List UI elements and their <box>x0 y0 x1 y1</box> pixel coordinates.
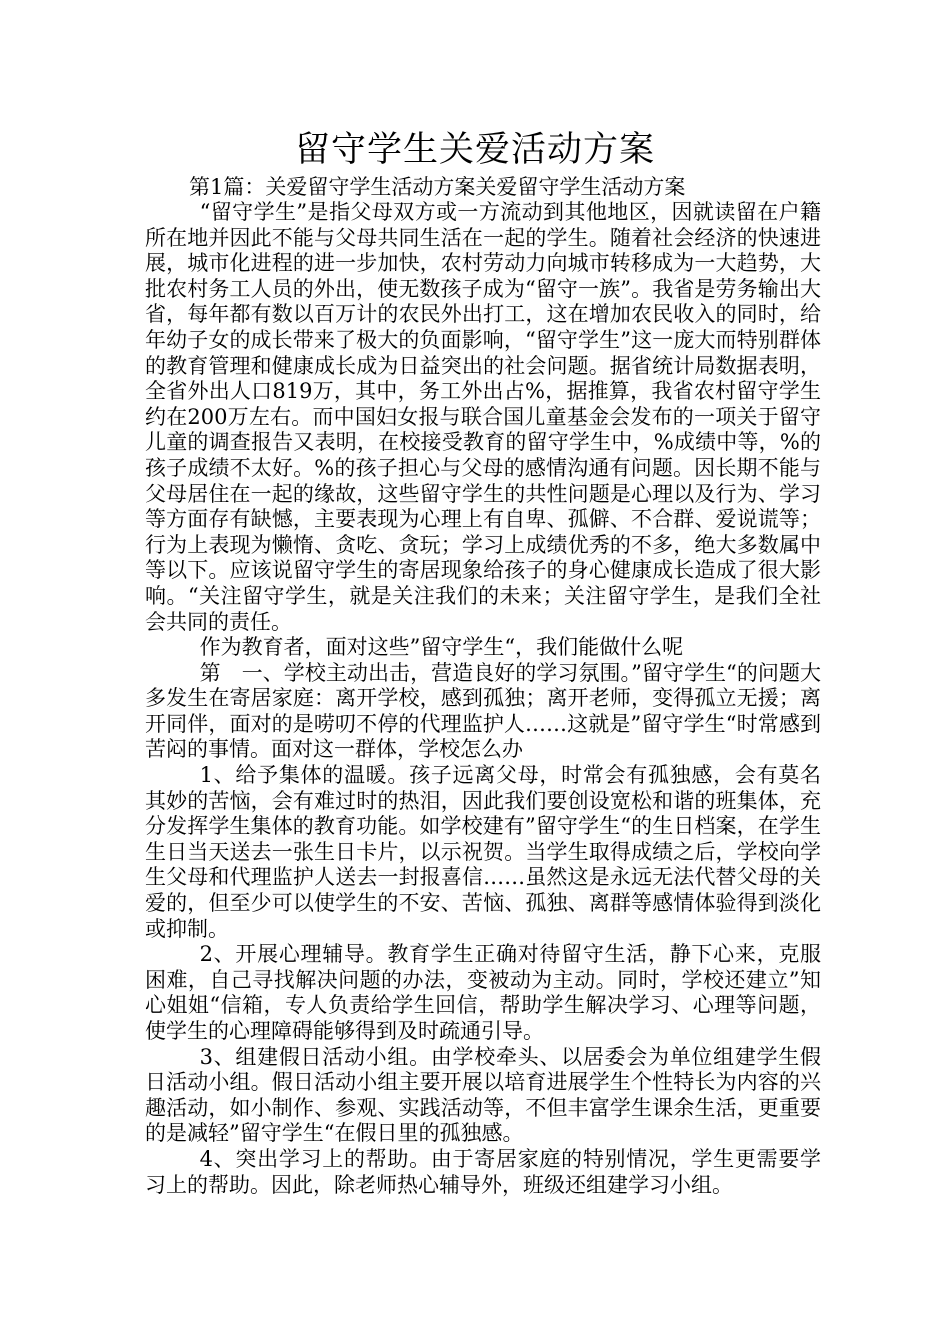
paragraph-item-2: 2、开展心理辅导。教育学生正确对待留守生活，静下心来，克服困难，自己寻找解决问题的办法，变被动为主动。同时，学校还建立”知心姐姐“信箱，专人负责给学生回信，帮助学生解决学习、心理等问题，使学生的心理障碍能够得到及时疏通引导。 <box>145 942 821 1043</box>
document-body <box>145 200 821 1198</box>
paragraph-item-1: 1、给予集体的温暖。孩子远离父母，时常会有孤独感，会有莫名其妙的苦恼，会有难过时的热泪，因此我们要创设宽松和谐的班集体，充分发挥学生集体的教育功能。如学校建有”留守学生“的生日档案，在学生生日当天送去一张生日卡片，以示祝贺。当学生取得成绩之后，学校向学生父母和代理监护人送去一封报喜信……虽然这是永远无法代替父母的关爱的，但至少可以使学生的不安、苦恼、孤独、离群等感情体验得到淡化或抑制。 <box>145 763 821 941</box>
paragraph-item-3: 3、组建假日活动小组。由学校牵头、以居委会为单位组建学生假日活动小组。假日活动小组主要开展以培育进展学生个性特长为内容的兴趣活动，如小制作、参观、实践活动等，不但丰富学生课余生活，更重要的是减轻”留守学生“在假日里的孤独感。 <box>145 1044 821 1146</box>
paragraph-item-4: 4、突出学习上的帮助。由于寄居家庭的特别情况，学生更需要学习上的帮助。因此，除老师热心辅导外，班级还组建学习小组。 <box>145 1146 821 1197</box>
chapter-heading: 第1篇：关爱留守学生活动方案关爱留守学生活动方案 <box>189 175 686 199</box>
paragraph-section-one: 第 一、学校主动出击，营造良好的学习氛围。”留守学生“的问题大多发生在寄居家庭：离开学校，感到孤独；离开老师，变得孤立无援；离开同伴，面对的是唠叨不停的代理监护人……这就是”留守学生“时常感到苦闷的事情。面对这一群体，学校怎么办 <box>145 660 821 762</box>
paragraph-intro: “留守学生”是指父母双方或一方流动到其他地区，因就读留在户籍所在地并因此不能与父母共同生活在一起的学生。随着社会经济的快速进展，城市化进程的进一步加快，农村劳动力向城市转移成为一大趋势，大批农村务工人员的外出，使无数孩子成为“留守一族”。我省是劳务输出大省，每年都有数以百万计的农民外出打工，这在增加农民收入的同时，给年幼子女的成长带来了极大的负面影响，“留守学生”这一庞大而特别群体的教育管理和健康成长成为日益突出的社会问题。据省统计局数据表明，全省外出人口819万，其中，务工外出占%，据推算，我省农村留守学生约在200万左右。而中国妇女报与联合国儿童基金会发布的一项关于留守儿童的调查报告又表明，在校接受教育的留守学生中，%成绩中等，%的孩子成绩不太好。%的孩子担心与父母的感情沟通有问题。因长期不能与父母居住在一起的缘故，这些留守学生的共性问题是心理以及行为、学习等方面存有缺憾，主要表现为心理上有自卑、孤僻、不合群、爱说谎等；行为上表现为懒惰、贪吃、贪玩；学习上成绩优秀的不多，绝大多数属中等以下。应该说留守学生的寄居现象给孩子的身心健康成长造成了很大影响。“关注留守学生，就是关注我们的未来；关注留守学生，是我们全社会共同的责任。 <box>145 200 821 634</box>
paragraph-question: 作为教育者，面对这些”留守学生“，我们能做什么呢 <box>199 635 684 660</box>
document-title: 留守学生关爱活动方案 <box>294 130 655 170</box>
